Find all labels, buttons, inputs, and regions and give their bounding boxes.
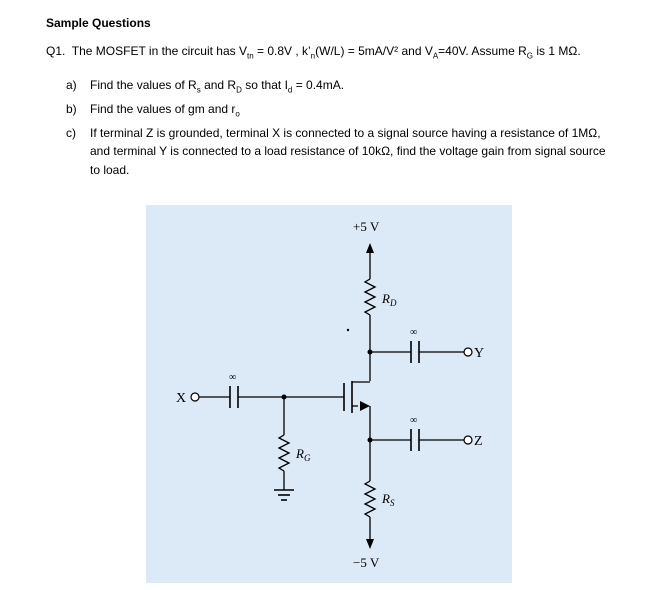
- part-label: c): [66, 125, 76, 140]
- question-text-5: is 1 MΩ.: [533, 44, 581, 58]
- part-label: a): [66, 78, 77, 92]
- part-a-text-1: Find the values of R: [90, 78, 197, 92]
- question-part-b: [66, 100, 606, 124]
- terminal-y-node: [464, 348, 472, 356]
- part-a-text-4: = 0.4mA.: [292, 78, 345, 92]
- question-sub-4: G: [526, 51, 534, 61]
- part-c-text: If terminal Z is grounded, terminal X is connected to a signal source having a resistance of 1MΩ, and terminal Y is connected to a load resistance of 10kΩ, find the voltage gain from signal source to load.: [90, 125, 606, 177]
- cap-y-value: ∞: [410, 327, 418, 338]
- rs-label: $R_S$: [382, 491, 395, 508]
- question-intro: [46, 44, 581, 60]
- part-a-sub-3: d: [287, 85, 293, 95]
- part-b-sub-1: o: [235, 109, 240, 119]
- question-text-1: The MOSFET in the circuit has V: [71, 44, 247, 58]
- terminal-x-label: X: [176, 391, 187, 406]
- rd-label: $R_D$: [382, 291, 397, 308]
- terminal-y-label: Y: [474, 346, 485, 361]
- question-sub-3: A: [432, 51, 439, 61]
- question-text-4: =40V. Assume R: [438, 44, 527, 58]
- circuit-background: [146, 205, 512, 583]
- section-heading: Sample Questions: [46, 16, 151, 30]
- terminal-z-node: [464, 436, 472, 444]
- question-sub-1: tn: [246, 51, 254, 61]
- part-a-text-2: and R: [200, 78, 237, 92]
- terminal-z-label: Z: [474, 434, 483, 449]
- cap-x-value: ∞: [229, 372, 237, 383]
- question-text-2: = 0.8V , k’: [253, 44, 311, 58]
- part-b-text-1: Find the values of gm and r: [90, 101, 236, 116]
- part-a-sub-1: s: [196, 85, 201, 95]
- supply-pos-label: +5 V: [353, 219, 380, 234]
- question-text-3: (W/L) = 5mA/V² and V: [315, 44, 433, 58]
- question-part-a: [66, 76, 606, 100]
- question-parts-list: [66, 76, 606, 179]
- question-sub-2: n: [310, 51, 316, 61]
- rg-label: $R_G$: [296, 446, 311, 463]
- part-label: b): [66, 101, 77, 116]
- part-a-text-3: so that I: [241, 78, 288, 92]
- terminal-x-node: [191, 393, 199, 401]
- circuit-svg: [146, 205, 512, 583]
- cap-z-value: ∞: [410, 415, 418, 426]
- supply-neg-label: −5 V: [353, 555, 380, 570]
- question-part-c: [66, 124, 606, 180]
- question-number: Q1.: [46, 44, 66, 58]
- part-a-sub-2: D: [236, 85, 242, 95]
- circuit-diagram: [146, 205, 512, 583]
